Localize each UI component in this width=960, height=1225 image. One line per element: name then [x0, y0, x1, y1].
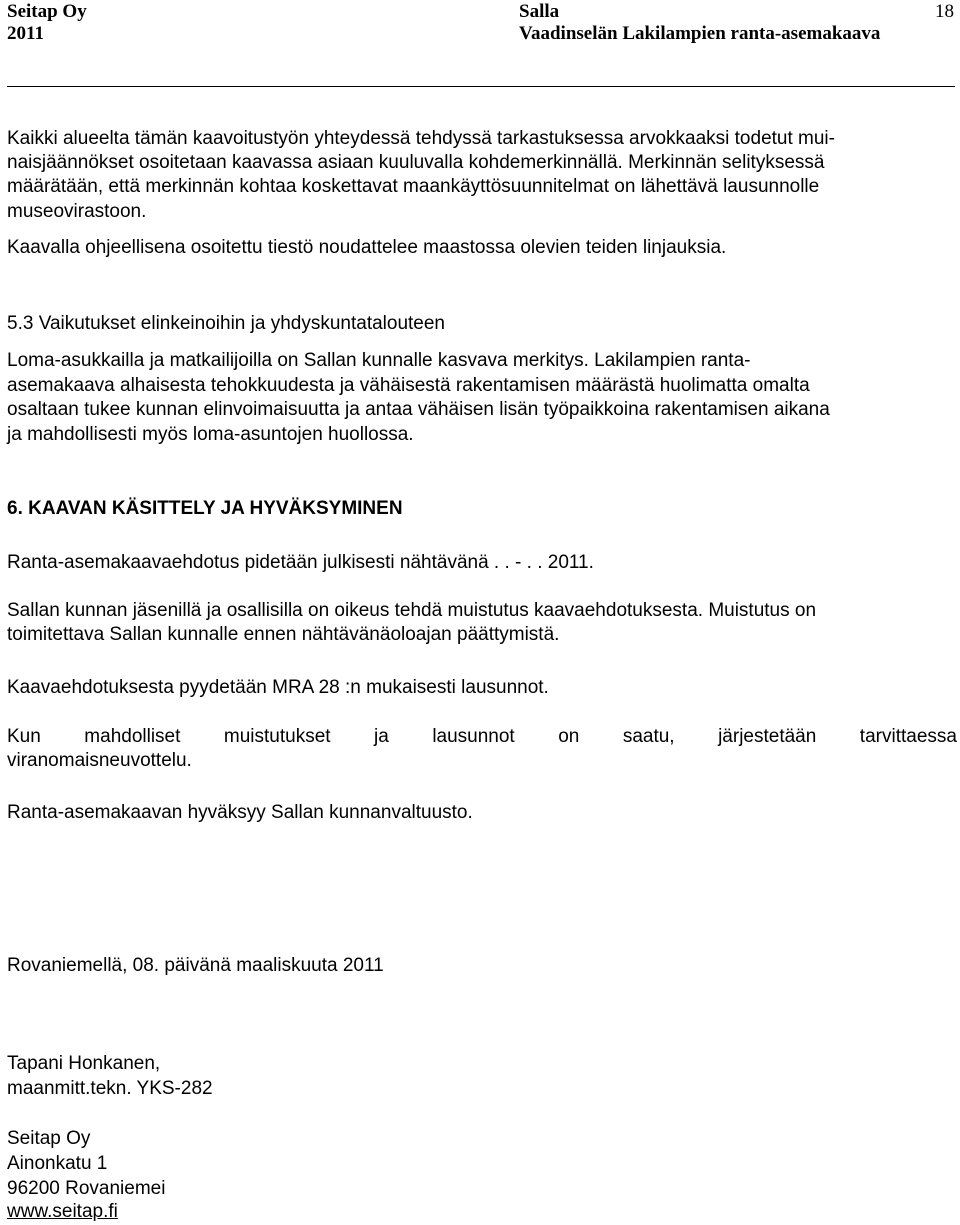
paragraph-line: ja mahdollisesti myös loma-asuntojen huollossa. [7, 424, 414, 445]
paragraph-line [7, 725, 957, 749]
section-heading-6: 6. KAAVAN KÄSITTELY JA HYVÄKSYMINEN [7, 498, 403, 519]
paragraph-public-display: Ranta-asemakaavaehdotus pidetään julkisesti nähtävänä . . - . . 2011. [7, 552, 594, 573]
header-company: Seitap Oy [7, 1, 87, 22]
paragraph-line: Loma-asukkailla ja matkailijoilla on Sallan kunnalle kasvava merkitys. Lakilampien ranta- [7, 350, 751, 371]
paragraph-line: osaltaan tukee kunnan elinvoimaisuutta ja antaa vähäisen lisän työpaikkoina rakentamisen aikana [7, 399, 830, 420]
word: järjestetään [718, 726, 817, 747]
place-date: Rovaniemellä, 08. päivänä maaliskuuta 2011 [7, 955, 384, 976]
header-municipality: Salla [519, 1, 560, 22]
word: Kun [7, 726, 41, 747]
paragraph-statements: Kaavaehdotuksesta pyydetään MRA 28 :n mukaisesti lausunnot. [7, 677, 549, 698]
paragraph-line: asemakaava alhaisesta tehokkuudesta ja vähäisestä rakentamisen määrästä huolimatta omalta [7, 375, 810, 396]
header-divider [7, 86, 955, 87]
signer-street: Ainonkatu 1 [7, 1153, 108, 1174]
page-number: 18 [935, 1, 954, 22]
word: ja [374, 726, 389, 747]
signer-title: maanmitt.tekn. YKS-282 [7, 1078, 213, 1099]
header-year: 2011 [7, 23, 44, 44]
section-heading-5-3: 5.3 Vaikutukset elinkeinoihin ja yhdyskuntatalouteen [7, 313, 445, 334]
paragraph-line: museovirastoon. [7, 201, 147, 222]
paragraph-road-network: Kaavalla ohjeellisena osoitettu tiestö noudattelee maastossa olevien teiden linjauksia. [7, 237, 727, 258]
paragraph-line: naisjäännökset osoitetaan kaavassa asiaan kuuluvalla kohdemerkinnällä. Merkinnän selityksessä [7, 152, 825, 173]
paragraph-line: toimitettava Sallan kunnalle ennen nähtävänäoloajan päättymistä. [7, 624, 560, 645]
paragraph-approval: Ranta-asemakaavan hyväksyy Sallan kunnanvaltuusto. [7, 802, 473, 823]
word: on [558, 726, 580, 747]
signer-company: Seitap Oy [7, 1128, 91, 1149]
paragraph-line: viranomaisneuvottelu. [7, 750, 192, 771]
paragraph-line: Sallan kunnan jäsenillä ja osallisilla on oikeus tehdä muistutus kaavaehdotuksesta. Muistutus on [7, 600, 817, 621]
signer-name: Tapani Honkanen, [7, 1053, 161, 1074]
paragraph-line: Kaikki alueelta tämän kaavoitustyön yhteydessä tehdyssä tarkastuksessa arvokkaaksi todetut mui- [7, 128, 835, 149]
word: tarvittaessa [859, 726, 957, 747]
signer-postal: 96200 Rovaniemei [7, 1178, 166, 1199]
paragraph-line: määrätään, että merkinnän kohtaa koskettavat maankäyttösuunnitelmat on lähettävä lausunnolle [7, 176, 820, 197]
website-link[interactable]: www.seitap.fi [7, 1201, 118, 1222]
word: mahdolliset [84, 726, 181, 747]
word: saatu, [622, 726, 675, 747]
word: muistutukset [223, 726, 331, 747]
header-plan-title: Vaadinselän Lakilampien ranta-asemakaava [519, 23, 881, 44]
word: lausunnot [432, 726, 515, 747]
